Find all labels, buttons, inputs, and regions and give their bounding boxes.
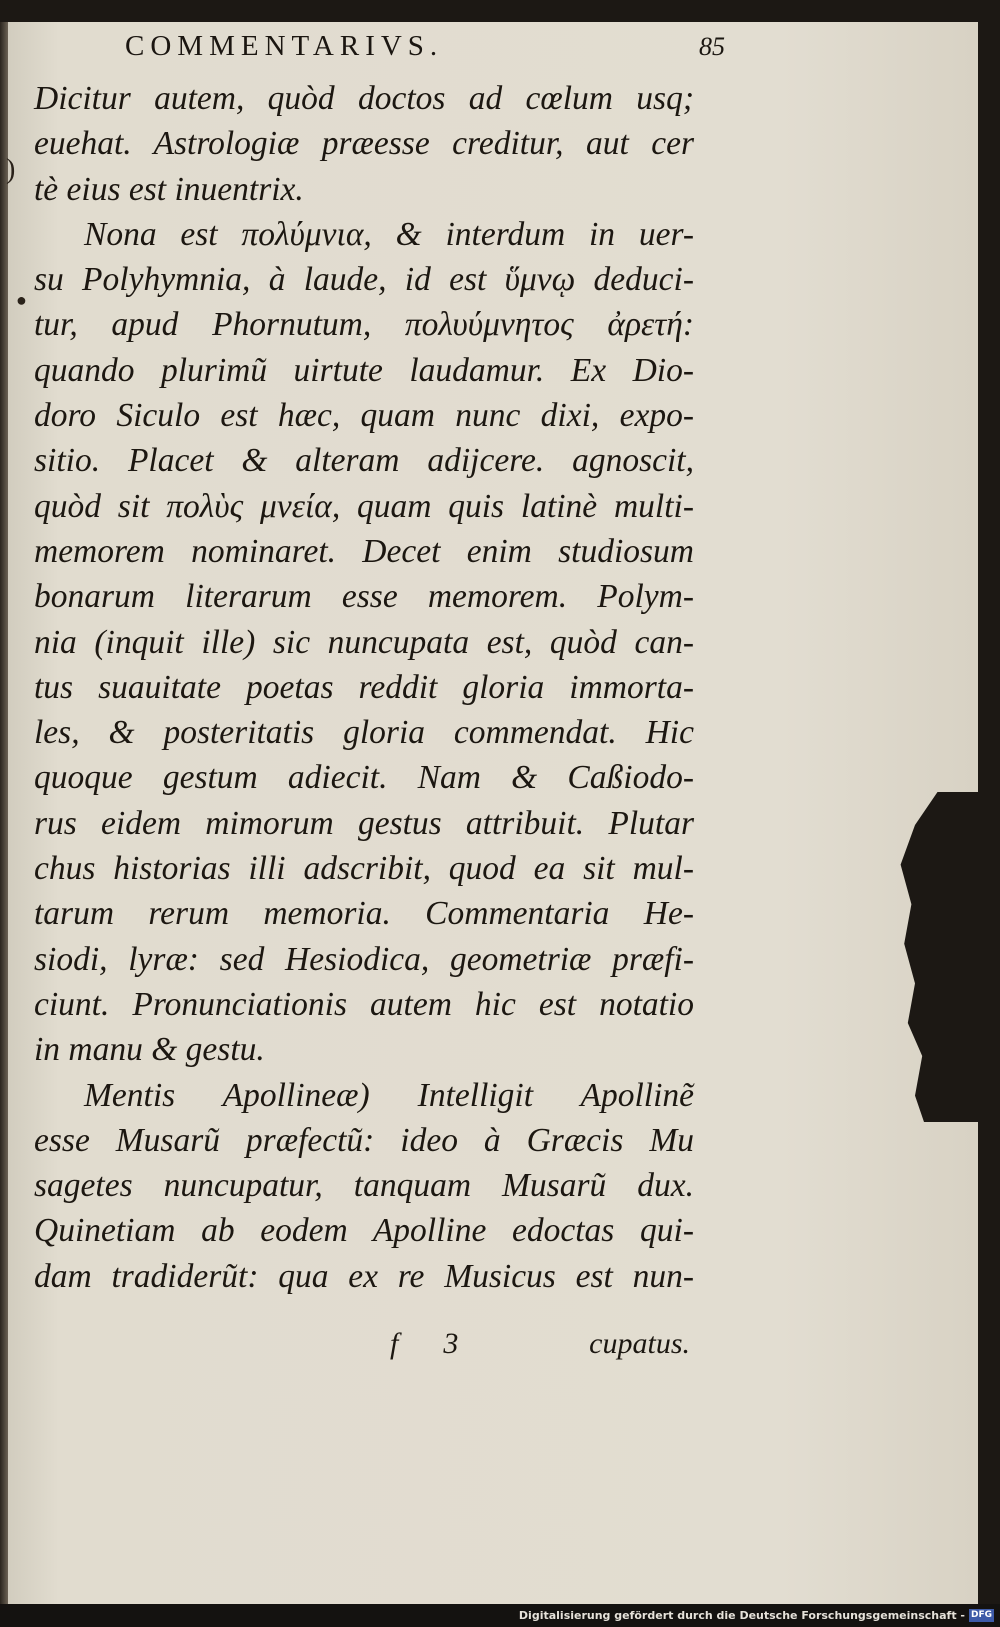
running-head (125, 30, 725, 63)
text-line: sitio. Placet & alteram adijcere. agnoscit, (34, 442, 694, 480)
signature-mark (390, 1327, 458, 1361)
margin-dot-mark: ● (16, 290, 27, 310)
body-text (34, 76, 694, 1299)
dfg-logo: DFG (970, 1610, 992, 1620)
page-tear (888, 792, 978, 1122)
text-line: tarum rerum memoria. Commentaria He- (34, 895, 694, 933)
text-line: Mentis Apollineæ) Intelligit Apollinẽ (84, 1076, 694, 1114)
text-line: tè eius est inuentrix. (34, 170, 304, 208)
text-line: ciunt. Pronunciationis autem hic est notatio (34, 985, 694, 1023)
footer-credit: Digitalisierung gefördert durch die Deutsche Forschungsgemeinschaft - (518, 1609, 965, 1622)
text-line: bonarum literarum esse memorem. Polym- (34, 578, 694, 616)
signature-line (390, 1327, 690, 1361)
text-line: quoque gestum adiecit. Nam & Caßiodo- (34, 759, 694, 797)
text-line: in manu & gestu. (34, 1031, 265, 1069)
text-line: sagetes nuncupatur, tanquam Musarũ dux. (34, 1167, 694, 1205)
margin-bracket-mark: ) (6, 154, 16, 185)
running-title: COMMENTARIVS. (125, 30, 444, 62)
text-line: su Polyhymnia, à laude, id est ὕμνῳ deduci- (34, 261, 694, 299)
text-line: esse Musarũ præfectũ: ideo à Græcis Mu (34, 1121, 694, 1159)
text-line: dam tradiderũt: qua ex re Musicus est nun- (34, 1257, 694, 1295)
text-line: siodi, lyræ: sed Hesiodica, geometriæ præfi- (34, 940, 694, 978)
signature-number: 3 (443, 1327, 459, 1360)
page-gutter-edge (0, 22, 8, 1604)
signature-letter: f (390, 1327, 399, 1360)
text-line: Dicitur autem, quòd doctos ad cœlum usq; (34, 80, 694, 117)
page-number: 85 (699, 32, 725, 61)
text-line: chus historias illi adscribit, quod ea sit mul- (34, 850, 694, 888)
catchword: cupatus. (589, 1327, 690, 1360)
text-line: memorem nominaret. Decet enim studiosum (34, 532, 694, 570)
text-line: tus suauitate poetas reddit gloria immorta- (34, 668, 694, 706)
text-line: Quinetiam ab eodem Apolline edoctas qui- (34, 1212, 694, 1250)
text-line: Nona est πολύμνια, & interdum in uer- (84, 215, 694, 253)
text-line: doro Siculo est hæc, quam nunc dixi, expo- (34, 397, 694, 435)
text-line: quando plurimũ uirtute laudamur. Ex Dio- (34, 351, 694, 389)
book-page (0, 22, 978, 1604)
text-line: les, & posteritatis gloria commendat. Hic (34, 714, 694, 752)
text-line: nia (inquit ille) sic nuncupata est, quòd can- (34, 623, 694, 661)
digitization-footer (0, 1604, 1000, 1627)
text-line: rus eidem mimorum gestus attribuit. Plutar (34, 804, 694, 842)
text-line: tur, apud Phornutum, πολυύμνητος ἀρετή: (34, 306, 694, 344)
text-line: quòd sit πολὺς μνεία, quam quis latinè multi- (34, 487, 694, 525)
text-line: euehat. Astrologiæ præesse creditur, aut cer (34, 125, 694, 163)
